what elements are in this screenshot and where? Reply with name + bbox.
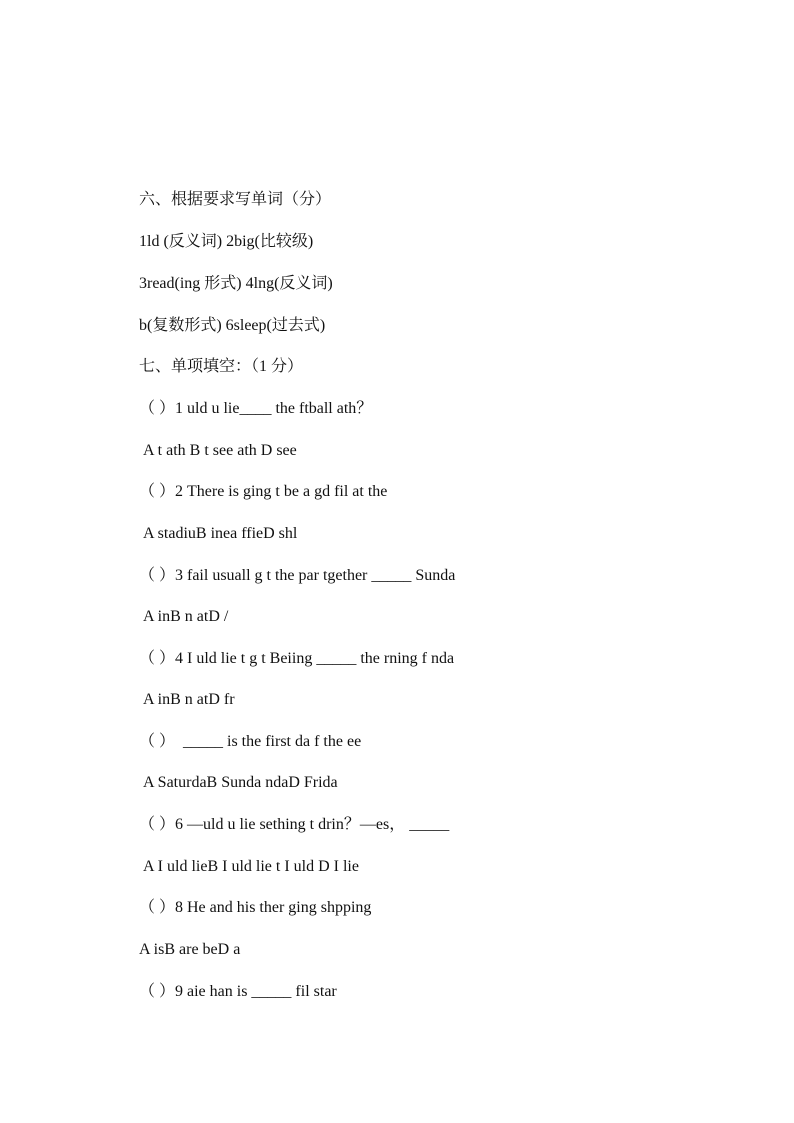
section6-heading: 六、根据要求写单词（分） bbox=[139, 191, 332, 208]
question-6-options: A I uld lieB I uld lie t I uld D I lie bbox=[143, 858, 359, 875]
question-9-stem: （ ）9 aie han is _____ fil star bbox=[139, 983, 337, 1000]
question-1-options: A t ath B t see ath D see bbox=[143, 442, 297, 459]
question-3-stem: （ ）3 fail usuall g t the par tgether _____ Sunda bbox=[139, 567, 456, 584]
question-1-stem: （ ）1 uld u lie____ the ftball ath？ bbox=[139, 400, 373, 417]
section6-line-3: b(复数形式) 6sleep(过去式) bbox=[139, 317, 326, 334]
section6-line-1: 1ld (反义词) 2big(比较级) bbox=[139, 233, 314, 250]
question-3-options: A inB n atD / bbox=[143, 608, 229, 625]
question-8-options: A isB are beD a bbox=[139, 941, 241, 958]
question-2-stem: （ ）2 There is ging t be a gd fil at the bbox=[139, 483, 388, 500]
question-5-options: A SaturdaB Sunda ndaD Frida bbox=[143, 774, 338, 791]
section7-heading: 七、单项填空：（1 分） bbox=[139, 358, 304, 375]
question-8-stem: （ ）8 He and his ther ging shpping bbox=[139, 899, 372, 916]
question-5-stem: （ ） _____ is the first da f the ee bbox=[139, 733, 362, 750]
question-2-options: A stadiuB inea ffieD shl bbox=[143, 525, 298, 542]
question-4-options: A inB n atD fr bbox=[143, 691, 235, 708]
question-4-stem: （ ）4 I uld lie t g t Beiing _____ the rning f nda bbox=[139, 650, 455, 667]
section6-line-2: 3read(ing 形式) 4lng(反义词) bbox=[139, 275, 333, 292]
question-6-stem: （ ）6 —uld u lie sething t drin？—es， _____ bbox=[139, 816, 450, 833]
